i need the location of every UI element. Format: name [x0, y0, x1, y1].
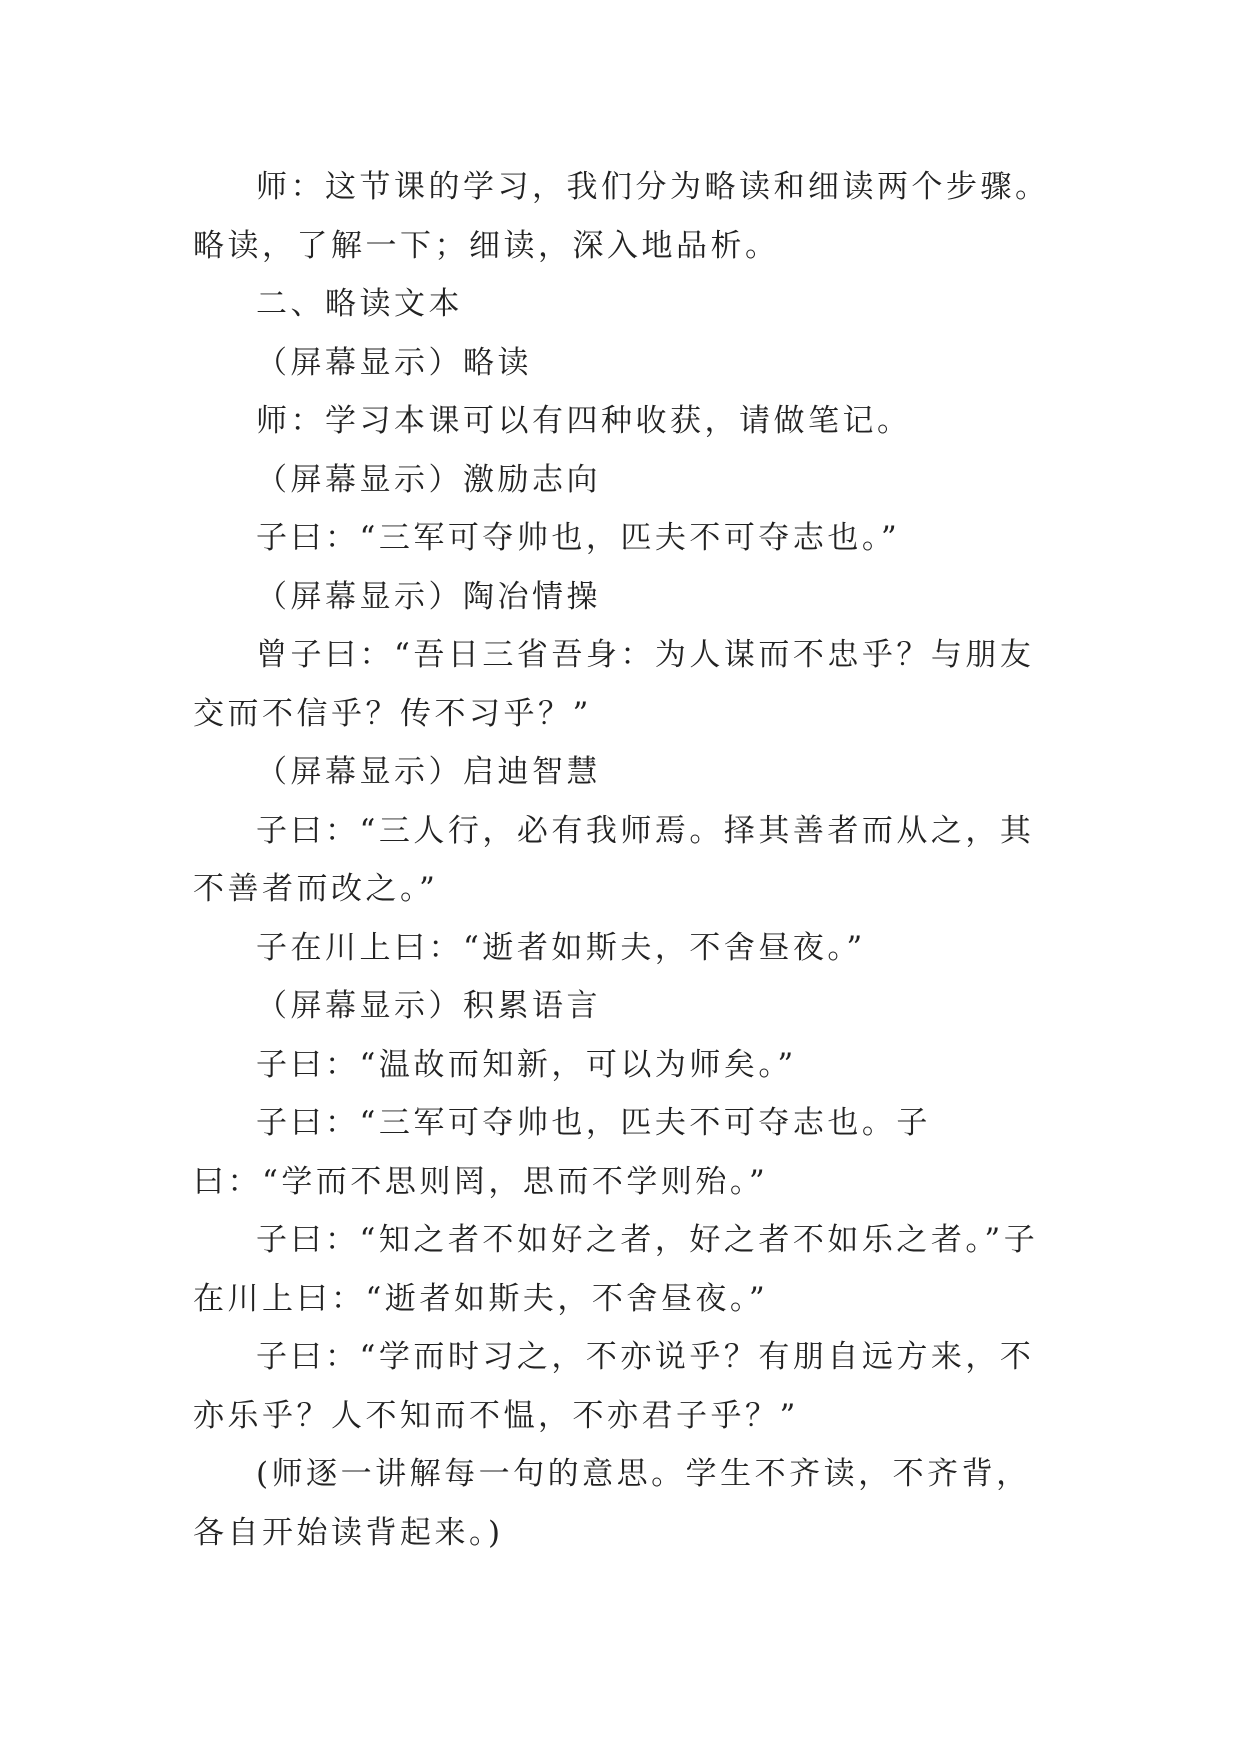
quote-zengzi-reflection: 曾子曰：“吾日三省吾身：为人谋而不忠乎？与朋友交而不信乎？传不习乎？”	[193, 637, 1035, 732]
text-body	[193, 158, 1053, 1562]
quote-learning-thinking: 子曰：“三军可夺帅也，匹夫不可夺志也。子曰：“学而不思则罔，思而不学则殆。”	[193, 1105, 931, 1200]
quote-review-old: 子曰：“温故而知新，可以为师矣。”	[256, 1046, 797, 1083]
quote-knowing-loving: 子曰：“知之者不如好之者，好之者不如乐之者。”子在川上曰：“逝者如斯夫，不舍昼夜。”	[193, 1222, 1039, 1317]
screen-display-wisdom: （屏幕显示）启迪智慧	[256, 754, 601, 790]
quote-learning-practice: 子曰：“学而时习之，不亦说乎？有朋自远方来，不亦乐乎？人不知而不愠，不亦君子乎？”	[193, 1339, 1035, 1434]
paragraph-teacher-notes: 师：学习本课可以有四种收获，请做笔记。	[256, 403, 912, 439]
paragraph-intro-teacher: 师：这节课的学习，我们分为略读和细读两个步骤。略读，了解一下；细读，深入地品析。	[193, 169, 1050, 264]
quote-three-people: 子曰：“三人行，必有我师焉。择其善者而从之，其不善者而改之。”	[193, 812, 1035, 907]
screen-display-ambition: （屏幕显示）激励志向	[256, 461, 601, 498]
screen-display-skim: （屏幕显示）略读	[256, 344, 532, 381]
paragraph-teacher-explanation: (师逐一讲解每一句的意思。学生不齐读，不齐背，各自开始读背起来。)	[193, 1456, 1031, 1551]
section-heading-skim-reading: 二、略读文本	[256, 286, 463, 322]
screen-display-language: （屏幕显示）积累语言	[256, 988, 601, 1024]
quote-river: 子在川上曰：“逝者如斯夫，不舍昼夜。”	[256, 929, 866, 966]
screen-display-character: （屏幕显示）陶冶情操	[256, 578, 601, 615]
quote-three-armies: 子曰：“三军可夺帅也，匹夫不可夺志也。”	[256, 520, 901, 556]
